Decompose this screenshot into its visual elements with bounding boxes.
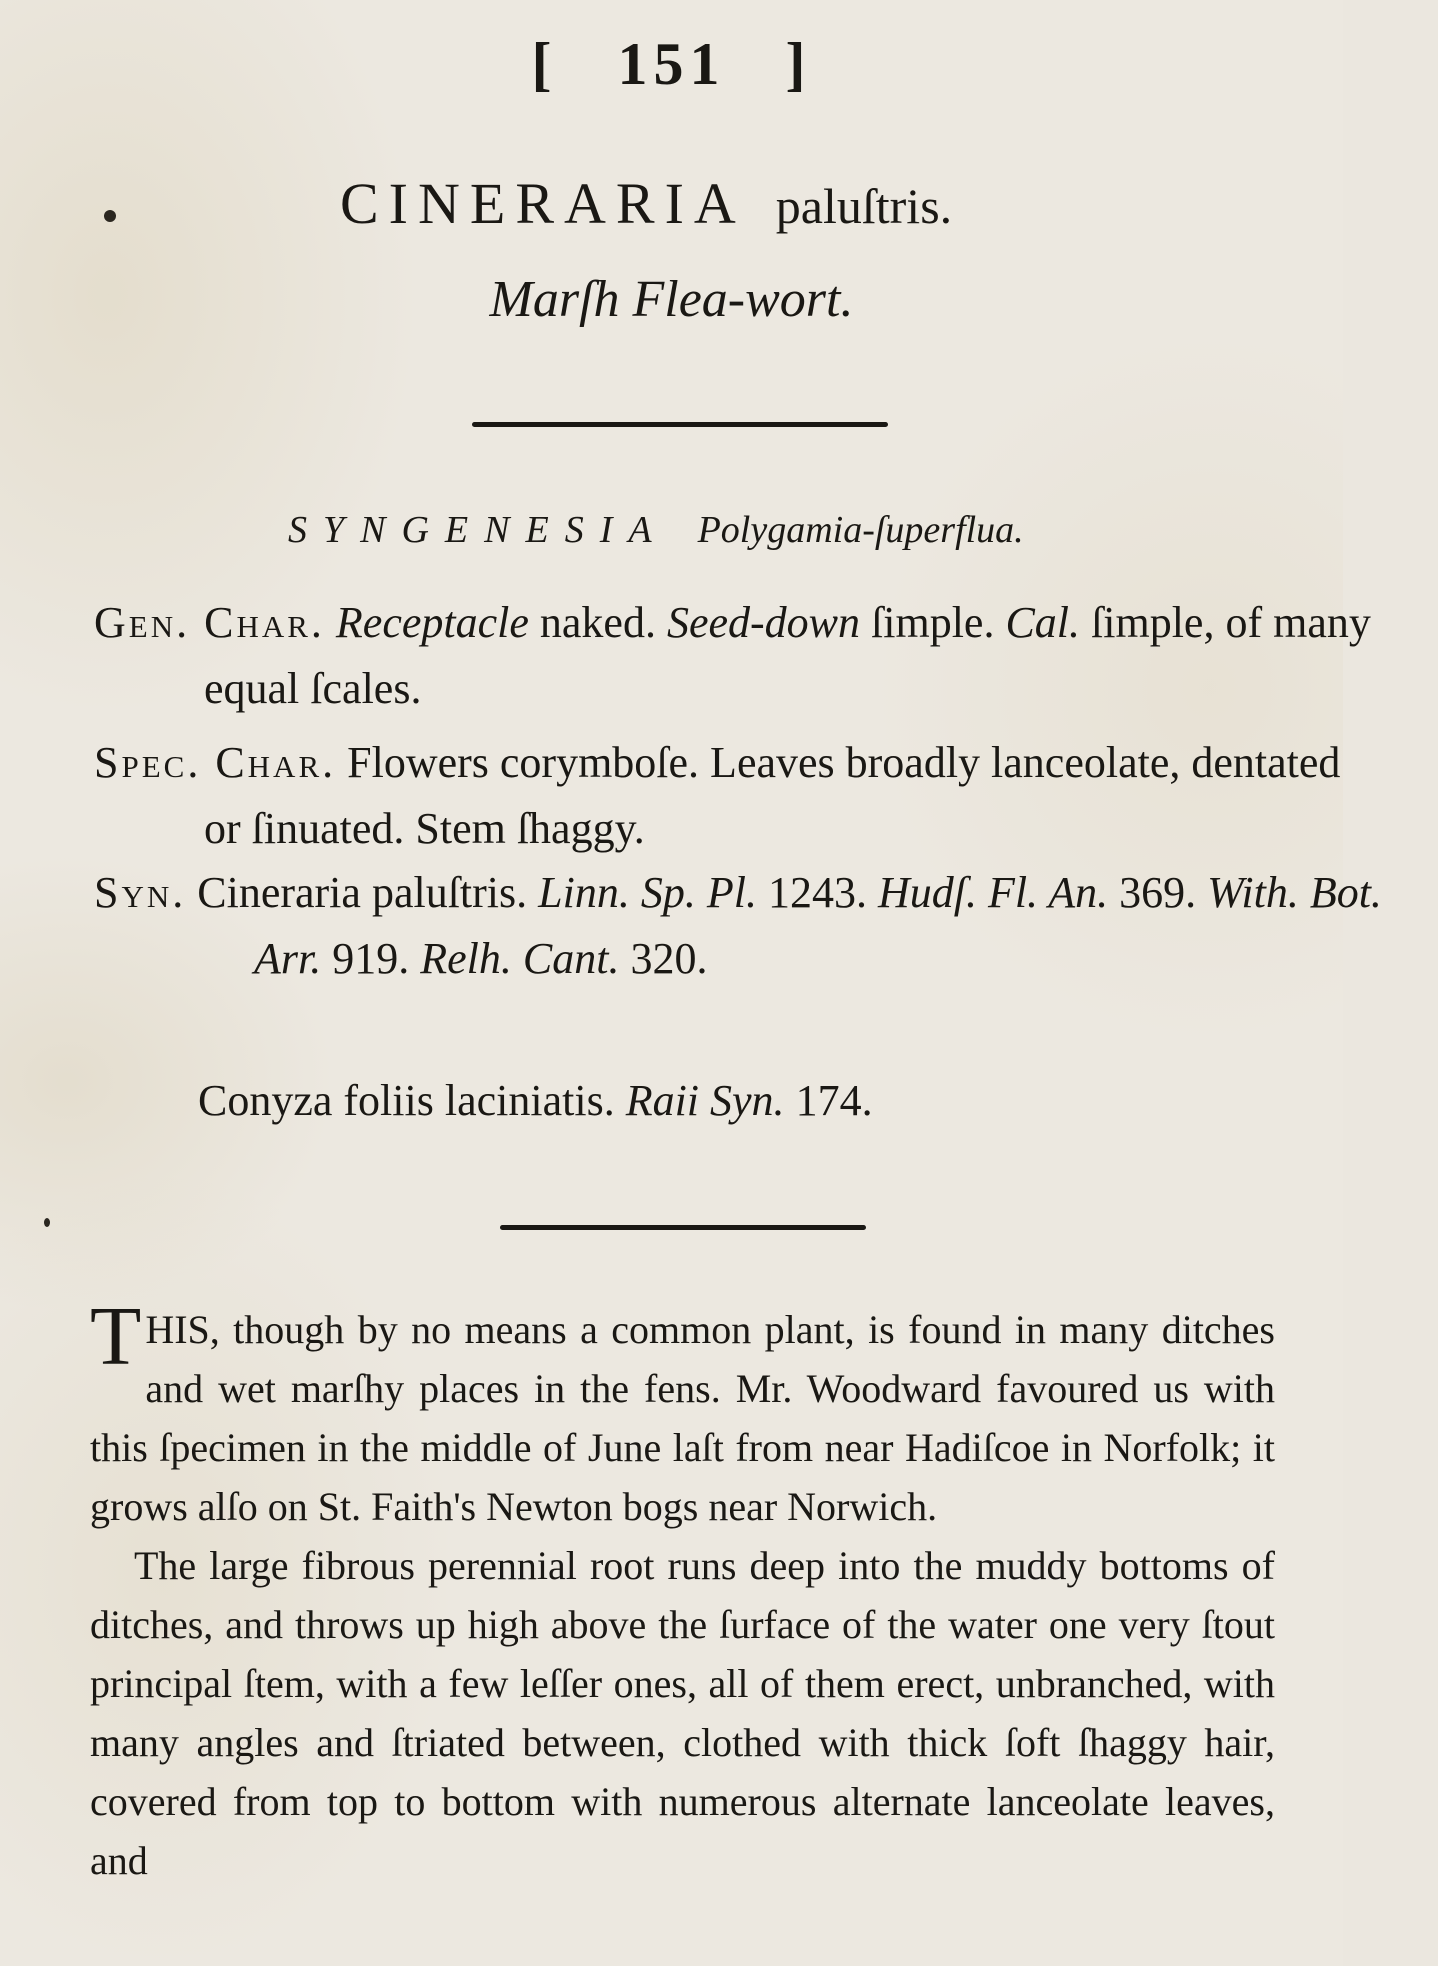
divider-rule-bottom bbox=[500, 1225, 866, 1230]
syn-ref: Linn. Sp. Pl. bbox=[538, 868, 757, 917]
linnaean-classification bbox=[288, 508, 1024, 552]
syn-text: 369. bbox=[1108, 868, 1208, 917]
page-number bbox=[0, 30, 1343, 99]
syn-ref: Hudſ. Fl. An. bbox=[877, 868, 1109, 917]
gen-char-text: naked. bbox=[528, 598, 667, 647]
specific-character bbox=[94, 730, 1388, 862]
syn-text: 174. bbox=[784, 1076, 873, 1125]
generic-character bbox=[94, 590, 1388, 722]
divider-rule-top bbox=[472, 422, 888, 427]
ink-speck bbox=[44, 1218, 50, 1227]
paragraph-1 bbox=[90, 1290, 1275, 1536]
ink-speck bbox=[104, 210, 116, 222]
syn-text: 1243. bbox=[756, 868, 878, 917]
synonym-conyza bbox=[198, 1075, 873, 1126]
syn-ref: Raii Syn. bbox=[625, 1076, 785, 1125]
paragraph-1-text: HIS, though by no means a common plant, is found in many ditches and wet marſhy places in the fens. Mr. Woodward favoured us with this ſpecimen in the middle of June laſt from near Hadiſcoe in Norfolk; it grows alſo on St. Faith's Newton bogs near Norwich. bbox=[90, 1307, 1275, 1529]
species-name: paluſtris. bbox=[775, 178, 953, 234]
gen-char-text: Cal. bbox=[1005, 598, 1081, 647]
page-number-value: 151 bbox=[617, 31, 726, 97]
genus-name: CINERARIA bbox=[340, 171, 746, 236]
syn-text: Cineraria paluſtris. bbox=[197, 868, 539, 917]
gen-char-text: ſimple, of many equal ſcales. bbox=[204, 598, 1371, 713]
syn-text: 919. bbox=[321, 934, 421, 983]
syn-text: 320. bbox=[619, 934, 708, 983]
gen-char-text: Seed-down bbox=[666, 598, 861, 647]
description-text bbox=[90, 1290, 1275, 1890]
syn-ref: With. Bot. Arr. bbox=[254, 868, 1382, 983]
spec-char-label: Spec. Char. bbox=[94, 738, 337, 787]
bracket-close: ] bbox=[785, 31, 812, 97]
gen-char-text: ſimple. bbox=[860, 598, 1006, 647]
syn-ref: Relh. Cant. bbox=[420, 934, 620, 983]
gen-char-text: Receptacle bbox=[335, 598, 529, 647]
drop-cap: T bbox=[90, 1290, 142, 1383]
gen-char-label: Gen. Char. bbox=[94, 598, 325, 647]
syn-label: Syn. bbox=[94, 868, 187, 917]
synonyms bbox=[94, 860, 1438, 992]
order-name: Polygamia-ſuperflua. bbox=[697, 509, 1024, 551]
class-name: SYNGENESIA bbox=[288, 509, 668, 551]
common-name: Marſh Flea-wort. bbox=[489, 271, 854, 328]
bracket-open: [ bbox=[531, 31, 558, 97]
spec-char-text: Flowers corymboſe. Leaves broadly lanceolate, dentated or ſinuated. Stem ſhaggy. bbox=[204, 738, 1341, 853]
plant-title bbox=[340, 170, 952, 237]
syn-text: Conyza foliis laciniatis. bbox=[198, 1076, 626, 1125]
paragraph-2: The large fibrous perennial root runs deep into the muddy bottoms of ditches, and throws up high above the ſurface of the water one very ſtout principal ſtem, with a few leſſer ones, all of them erect, unbranched, with many angles and ſtriated between, clothed with thick ſoft ſhaggy hair, covered from top to bottom with numerous alternate lanceolate leaves, and bbox=[90, 1543, 1275, 1883]
